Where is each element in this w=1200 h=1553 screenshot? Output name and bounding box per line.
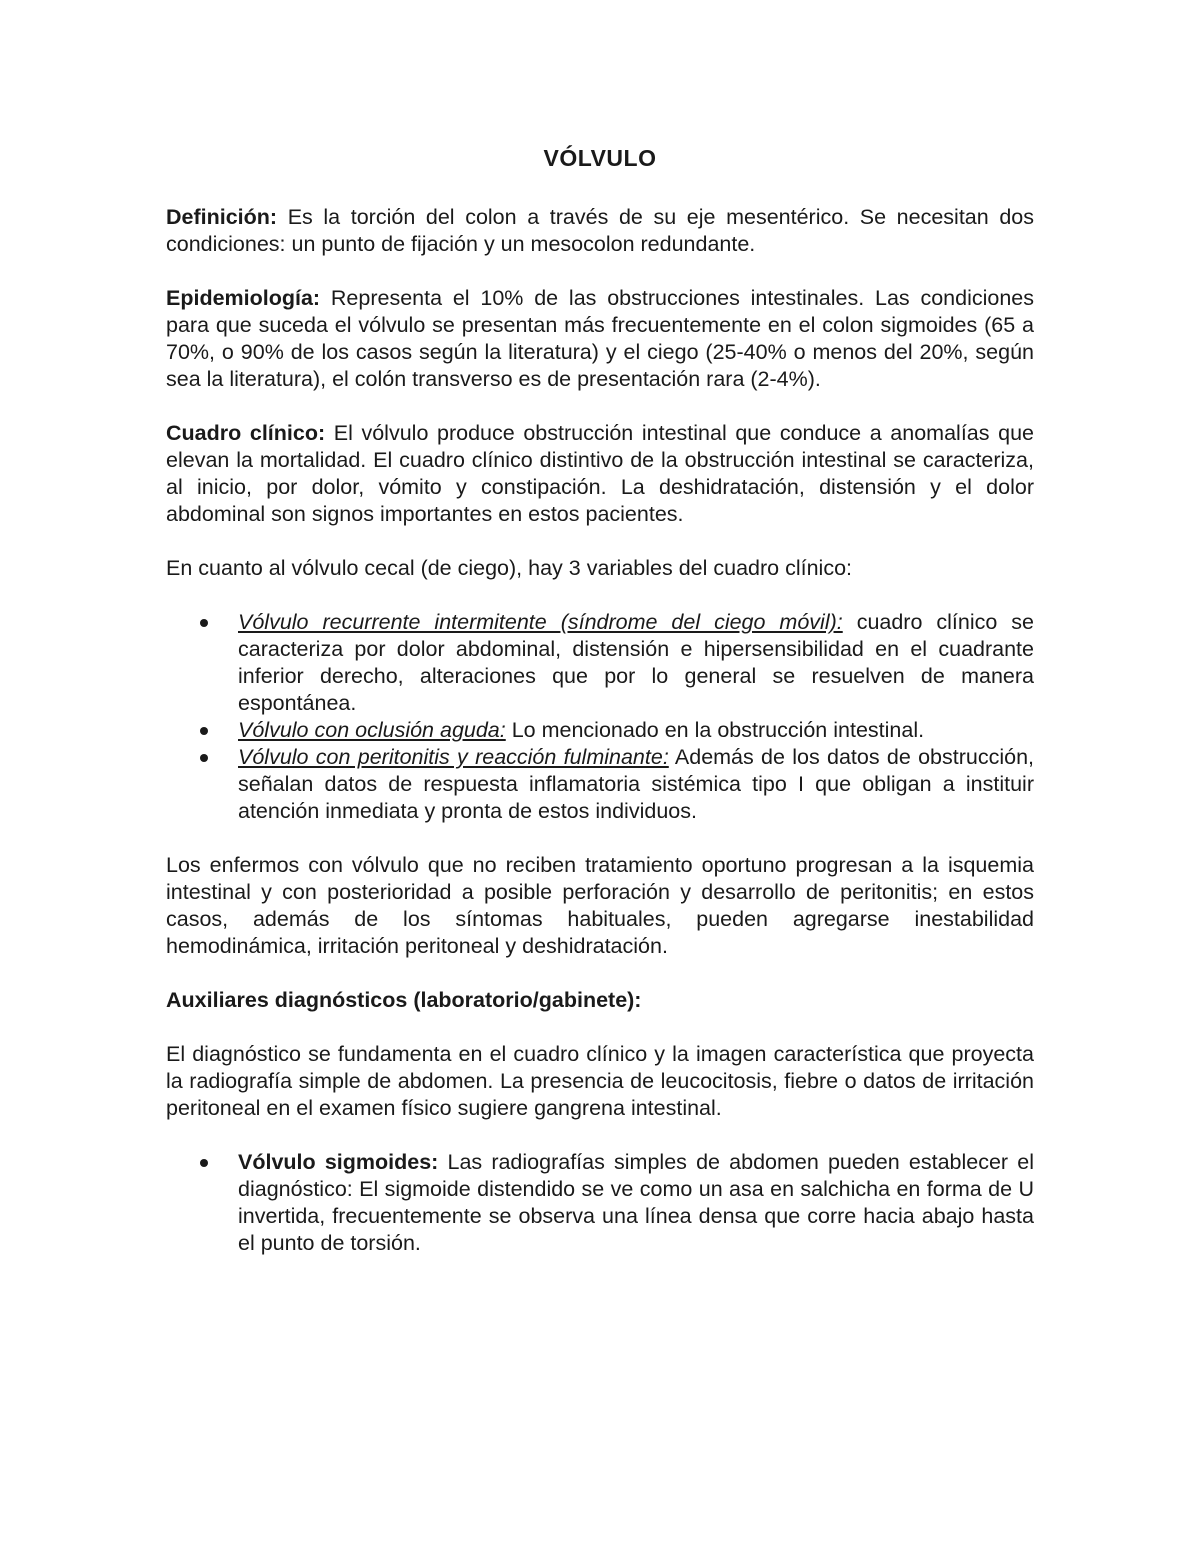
diagnostic-list xyxy=(166,1149,1034,1257)
document-page xyxy=(166,140,1034,1284)
definicion-label: Definición: xyxy=(166,205,278,229)
list-item-text: Las radiografías simples de abdomen pueden establecer el diagnóstico: El sigmoide distendido se ve como un asa en salchicha en forma de U invertida, frecuentemente se observa una línea densa que corre hacia abajo hasta el punto de torsión. xyxy=(238,1150,1034,1255)
list-item-title: Vólvulo sigmoides: xyxy=(238,1150,439,1174)
list-item xyxy=(238,717,1034,744)
list-item-title: Vólvulo con oclusión aguda: xyxy=(238,718,506,742)
cuadro-clinico-text: El vólvulo produce obstrucción intestinal que conduce a anomalías que elevan la mortalidad. El cuadro clínico distintivo de la obstrucción intestinal se caracteriza, al inicio, por dolor, vómito y constipación. La deshidratación, distensión y el dolor abdominal son signos importantes en estos pacientes. xyxy=(166,421,1034,526)
cecal-intro-paragraph: En cuanto al vólvulo cecal (de ciego), hay 3 variables del cuadro clínico: xyxy=(166,556,852,580)
epidemiologia-label: Epidemiología: xyxy=(166,286,321,310)
list-item-text: cuadro clínico se caracteriza por dolor abdominal, distensión e hipersensibilidad en el cuadrante inferior derecho, alteraciones que por lo general se resuelven de manera espontánea. xyxy=(238,610,1034,715)
definicion-text: Es la torción del colon a través de su eje mesentérico. Se necesitan dos condiciones: un punto de fijación y un mesocolon redundante. xyxy=(166,205,1034,256)
definicion-paragraph xyxy=(166,204,1034,258)
list-item-title: Vólvulo con peritonitis y reacción fulminante: xyxy=(238,745,669,769)
cuadro-clinico-label: Cuadro clínico: xyxy=(166,421,326,445)
list-item xyxy=(238,744,1034,825)
cecal-variants-list xyxy=(166,609,1034,825)
cuadro-clinico-paragraph xyxy=(166,420,1034,528)
auxiliares-heading: Auxiliares diagnósticos (laboratorio/gabinete): xyxy=(166,988,642,1012)
list-item-text: Lo mencionado en la obstrucción intestinal. xyxy=(505,718,925,742)
list-item-title: Vólvulo recurrente intermitente (síndrome del ciego móvil): xyxy=(238,610,843,634)
diagnostico-paragraph: El diagnóstico se fundamenta en el cuadro clínico y la imagen característica que proyecta la radiografía simple de abdomen. La presencia de leucocitosis, fiebre o datos de irritación peritoneal en el examen físico sugiere gangrena intestinal. xyxy=(166,1042,1034,1120)
epidemiologia-paragraph xyxy=(166,285,1034,393)
enfermos-paragraph: Los enfermos con vólvulo que no reciben tratamiento oportuno progresan a la isquemia intestinal y con posterioridad a posible perforación y desarrollo de peritonitis; en estos casos, además de los síntomas habituales, pueden agregarse inestabilidad hemodinámica, irritación peritoneal y deshidratación. xyxy=(166,853,1034,958)
document-title: VÓLVULO xyxy=(543,145,657,171)
list-item xyxy=(238,609,1034,717)
list-item-text: Además de los datos de obstrucción, señalan datos de respuesta inflamatoria sistémica tipo I que obligan a instituir atención inmediata y pronta de estos individuos. xyxy=(238,745,1034,823)
epidemiologia-text: Representa el 10% de las obstrucciones intestinales. Las condiciones para que suceda el vólvulo se presentan más frecuentemente en el colon sigmoides (65 a 70%, o 90% de los casos según la literatura) y el ciego (25-40% o menos del 20%, según sea la literatura), el colón transverso es de presentación rara (2-4%). xyxy=(166,286,1034,391)
list-item xyxy=(238,1149,1034,1257)
